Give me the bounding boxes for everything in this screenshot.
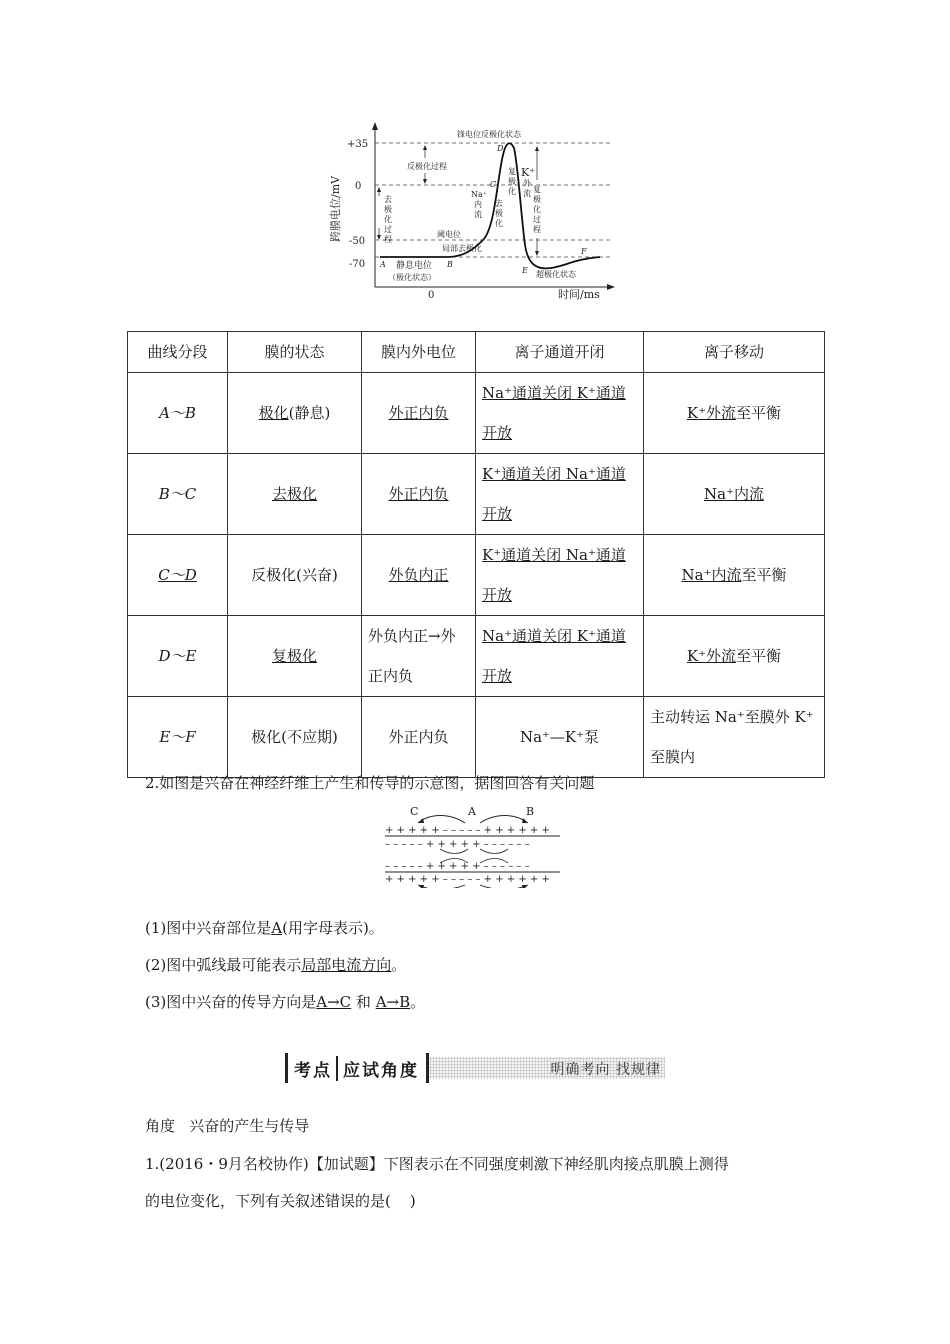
q2-answer-1: (1)图中兴奋部位是A(用字母表示)。 (145, 919, 384, 937)
cell-channel: K⁺通道关闭 Na⁺通道开放 (476, 454, 644, 535)
table-row (128, 535, 825, 616)
point-d: D (497, 144, 504, 153)
header-channel: 离子通道开闭 (476, 332, 644, 373)
header-state: 膜的状态 (228, 332, 362, 373)
label-repol-process: 复极化过程 (533, 185, 541, 234)
row-charges-4: + + + + + – – – – – + + + + + + (385, 874, 550, 885)
row-charges-2: – – – – – + + + + + – – – – – – (385, 839, 530, 850)
ytick-70: -70 (349, 259, 366, 270)
table-row (128, 373, 825, 454)
cell-channel: Na⁺通道关闭 K⁺通道开放 (476, 616, 644, 697)
q1-line-2: 的电位变化，下列有关叙述错误的是( ) (145, 1192, 416, 1210)
membrane-state-table (127, 331, 825, 778)
point-e: E (522, 266, 528, 275)
q2-answer-3: (3)图中兴奋的传导方向是A→C 和 A→B。 (145, 993, 426, 1011)
cell-ion-move: Na⁺内流至平衡 (644, 535, 825, 616)
cell-potential: 外负内正→外正内负 (362, 616, 476, 697)
cell-channel: K⁺通道关闭 Na⁺通道开放 (476, 535, 644, 616)
label-b: B (526, 805, 535, 818)
xtick-0: 0 (428, 290, 435, 301)
cell-channel: Na⁺通道关闭 K⁺通道开放 (476, 373, 644, 454)
table-header-row (128, 332, 825, 373)
label-repol: 复极化 (508, 167, 516, 196)
label-depol: 去极化 (495, 199, 503, 228)
table-row (128, 616, 825, 697)
cell-state: 反极化(兴奋) (228, 535, 362, 616)
label-k: K⁺ (521, 166, 536, 179)
table-row (128, 454, 825, 535)
label-a: A (468, 805, 476, 818)
cell-potential: 外正内负 (362, 373, 476, 454)
cell-state: 极化(静息) (228, 373, 362, 454)
label-na-in: Na⁺内流 (471, 190, 487, 219)
label-threshold: 阈电位 (437, 230, 461, 239)
label-reverse-process: 反极化过程 (407, 162, 447, 171)
q2-title: 2.如图是兴奋在神经纤维上产生和传导的示意图，据图回答有关问题 (145, 774, 595, 792)
nerve-fiber-diagram (380, 803, 565, 888)
ytick-35: +35 (347, 139, 369, 150)
banner-subtitle: 明确考向 找规律 (550, 1062, 661, 1078)
cell-potential: 外正内负 (362, 454, 476, 535)
ytick-0: 0 (355, 181, 362, 192)
header-ion-move: 离子移动 (644, 332, 825, 373)
header-potential: 膜内外电位 (362, 332, 476, 373)
action-potential-graph (325, 120, 625, 305)
q1-line-1: 1.(2016・9月名校协作)【加试题】下图表示在不同强度刺激下神经肌肉接点肌膜上测得 (145, 1155, 729, 1173)
q2-answer-2: (2)图中弧线最可能表示局部电流方向。 (145, 956, 407, 974)
cell-potential: 外负内正 (362, 535, 476, 616)
label-rest: 静息电位 (396, 261, 433, 271)
point-f: F (581, 247, 587, 256)
label-local: 局部去极化 (442, 244, 482, 253)
cell-ion-move: Na⁺内流 (644, 454, 825, 535)
x-axis-label: 时间/ms (558, 288, 600, 301)
label-rest-sub: （极化状态） (388, 273, 436, 282)
cell-ion-move: K⁺外流至平衡 (644, 616, 825, 697)
cell-segment: B～C (128, 454, 228, 535)
label-hyper: 超极化状态 (536, 270, 576, 279)
label-peak: 锋电位反极化状态 (457, 130, 521, 139)
angle-heading: 角度 兴奋的产生与传导 (145, 1117, 310, 1135)
label-c: C (410, 805, 419, 818)
cell-segment: C～D (128, 535, 228, 616)
point-a: A (380, 260, 386, 269)
cell-ion-move: K⁺外流至平衡 (644, 373, 825, 454)
y-axis-label: 跨膜电位/mV (329, 175, 342, 242)
header-segment: 曲线分段 (128, 332, 228, 373)
section-banner (285, 1053, 665, 1083)
label-depol-process: 去极化过程 (384, 195, 392, 244)
cell-ion-move: 主动转运 Na⁺至膜外 K⁺至膜内 (644, 697, 825, 778)
table-row (128, 697, 825, 778)
point-c: C (490, 180, 497, 189)
cell-segment: D～E (128, 616, 228, 697)
cell-potential: 外正内负 (362, 697, 476, 778)
row-charges-1: + + + + + – – – – – + + + + + + (385, 825, 550, 836)
ytick-50: -50 (349, 236, 366, 247)
label-k-out: 外流 (523, 179, 531, 198)
cell-segment: A～B (128, 373, 228, 454)
point-b: B (447, 260, 453, 269)
cell-segment: E～F (128, 697, 228, 778)
row-charges-3: – – – – – + + + + + – – – – – – (385, 861, 530, 872)
cell-state: 极化(不应期) (228, 697, 362, 778)
banner-title: 考点 应试角度 (285, 1053, 429, 1083)
cell-channel: Na⁺—K⁺泵 (476, 697, 644, 778)
cell-state: 复极化 (228, 616, 362, 697)
cell-state: 去极化 (228, 454, 362, 535)
